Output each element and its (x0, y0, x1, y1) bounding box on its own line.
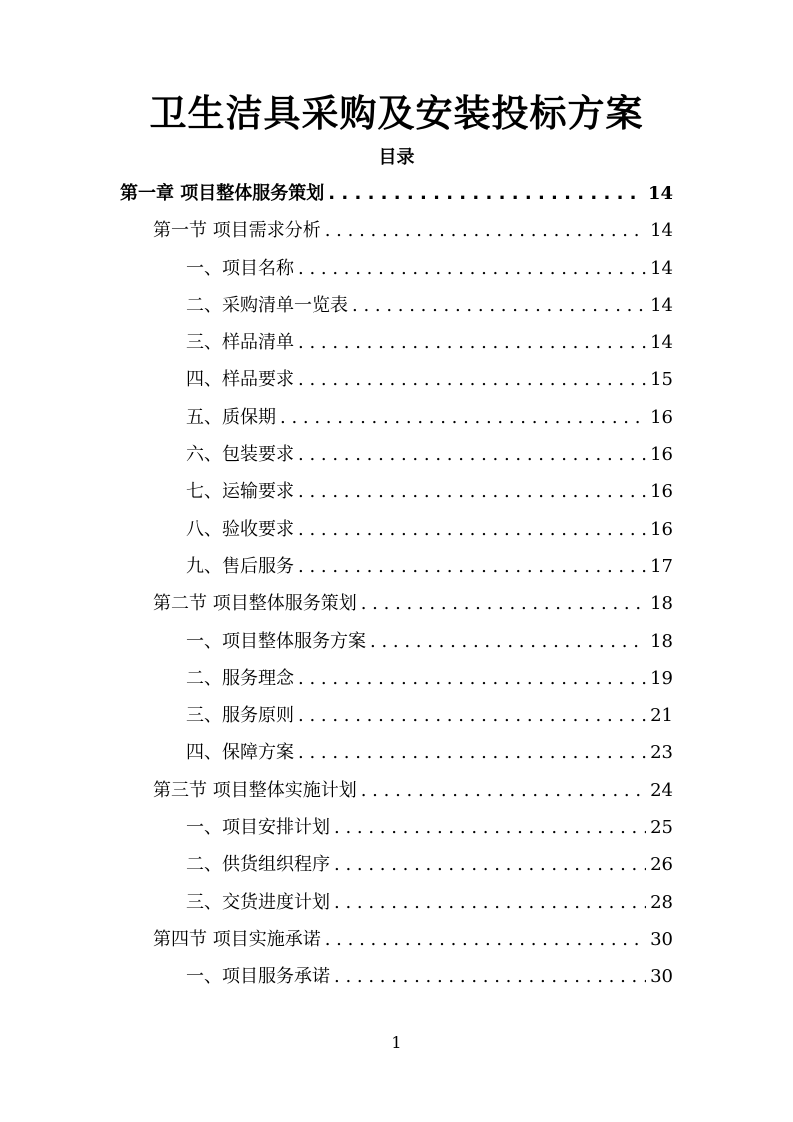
toc-dot-leader (298, 697, 646, 734)
toc-dot-leader (361, 772, 646, 809)
toc-subsection-entry[interactable] (0, 399, 793, 436)
toc-dot-leader (325, 212, 646, 249)
toc-entry-label: 一、项目整体服务方案 (186, 630, 366, 652)
toc-dot-leader (328, 175, 644, 212)
toc-dot-leader (298, 734, 646, 771)
toc-section-entry[interactable] (0, 772, 793, 809)
toc-entry-page-number: 14 (650, 294, 673, 316)
toc-dot-leader (298, 436, 646, 473)
toc-dot-leader (298, 250, 646, 287)
toc-subsection-entry[interactable] (0, 324, 793, 361)
toc-entry-label: 第四节 项目实施承诺 (153, 928, 321, 950)
toc-entry-label: 第二节 项目整体服务策划 (153, 593, 357, 615)
toc-section-entry[interactable] (0, 212, 793, 249)
toc-entry-page-number: 16 (650, 481, 673, 503)
toc-entry-label: 七、运输要求 (186, 481, 294, 503)
toc-chapter-entry[interactable] (0, 175, 793, 212)
toc-entry-page-number: 14 (650, 220, 673, 242)
toc-entry-label: 第一节 项目需求分析 (153, 220, 321, 242)
toc-heading: 目录 (378, 147, 415, 168)
toc-entry-label: 九、售后服务 (186, 555, 294, 577)
toc-entry-label: 四、样品要求 (186, 369, 294, 391)
toc-entry-label: 五、质保期 (186, 406, 276, 428)
toc-dot-leader (334, 958, 646, 995)
toc-subsection-entry[interactable] (0, 473, 793, 510)
toc-entry-label: 一、项目服务承诺 (186, 966, 330, 988)
toc-entry-page-number: 16 (650, 444, 673, 466)
toc-entry-label: 四、保障方案 (186, 742, 294, 764)
toc-entry-label: 三、服务原则 (186, 705, 294, 727)
toc-entry-label: 三、交货进度计划 (186, 891, 330, 913)
toc-entry-page-number: 14 (650, 257, 673, 279)
toc-dot-leader (370, 623, 646, 660)
toc-entry-label: 八、验收要求 (186, 518, 294, 540)
toc-entry-label: 一、项目名称 (186, 257, 294, 279)
toc-entry-page-number: 26 (650, 854, 673, 876)
toc-entry-page-number: 28 (650, 891, 673, 913)
toc-subsection-entry[interactable] (0, 734, 793, 771)
toc-entry-page-number: 16 (650, 518, 673, 540)
toc-subsection-entry[interactable] (0, 361, 793, 398)
toc-subsection-entry[interactable] (0, 436, 793, 473)
toc-dot-leader (352, 287, 646, 324)
toc-entry-label: 三、样品清单 (186, 332, 294, 354)
toc-subsection-entry[interactable] (0, 623, 793, 660)
toc-entry-label: 二、服务理念 (186, 667, 294, 689)
toc-dot-leader (334, 884, 646, 921)
toc-subsection-entry[interactable] (0, 846, 793, 883)
toc-entry-page-number: 24 (650, 779, 673, 801)
toc-entry-label: 二、采购清单一览表 (186, 294, 348, 316)
toc-entry-page-number: 25 (650, 817, 673, 839)
toc-entry-page-number: 23 (650, 742, 673, 764)
document-title: 卫生洁具采购及安装投标方案 (149, 92, 644, 135)
toc-dot-leader (280, 399, 646, 436)
toc-entry-page-number: 14 (650, 332, 673, 354)
table-of-contents (0, 175, 793, 996)
toc-entry-page-number: 30 (650, 928, 673, 950)
toc-entry-page-number: 19 (650, 667, 673, 689)
toc-entry-label: 一、项目安排计划 (186, 817, 330, 839)
toc-entry-page-number: 21 (650, 705, 673, 727)
toc-entry-page-number: 16 (650, 406, 673, 428)
toc-subsection-entry[interactable] (0, 958, 793, 995)
toc-dot-leader (298, 473, 646, 510)
toc-subsection-entry[interactable] (0, 809, 793, 846)
toc-subsection-entry[interactable] (0, 250, 793, 287)
toc-dot-leader (298, 511, 646, 548)
toc-section-entry[interactable] (0, 921, 793, 958)
toc-subsection-entry[interactable] (0, 884, 793, 921)
toc-entry-page-number: 14 (647, 183, 673, 204)
toc-entry-label: 第一章 项目整体服务策划 (120, 183, 325, 204)
toc-entry-page-number: 15 (650, 369, 673, 391)
toc-entry-page-number: 18 (650, 630, 673, 652)
toc-section-entry[interactable] (0, 585, 793, 622)
toc-entry-label: 六、包装要求 (186, 444, 294, 466)
toc-entry-label: 二、供货组织程序 (186, 854, 330, 876)
toc-subsection-entry[interactable] (0, 697, 793, 734)
toc-entry-label: 第三节 项目整体实施计划 (153, 779, 357, 801)
toc-dot-leader (334, 846, 646, 883)
toc-subsection-entry[interactable] (0, 548, 793, 585)
toc-dot-leader (325, 921, 646, 958)
toc-dot-leader (298, 548, 646, 585)
toc-dot-leader (298, 324, 646, 361)
toc-entry-page-number: 17 (650, 555, 673, 577)
toc-entry-page-number: 18 (650, 593, 673, 615)
toc-dot-leader (361, 585, 646, 622)
toc-dot-leader (298, 660, 646, 697)
toc-subsection-entry[interactable] (0, 660, 793, 697)
page-number: 1 (391, 1033, 402, 1052)
toc-subsection-entry[interactable] (0, 287, 793, 324)
toc-subsection-entry[interactable] (0, 511, 793, 548)
toc-dot-leader (298, 361, 646, 398)
toc-dot-leader (334, 809, 646, 846)
toc-entry-page-number: 30 (650, 966, 673, 988)
